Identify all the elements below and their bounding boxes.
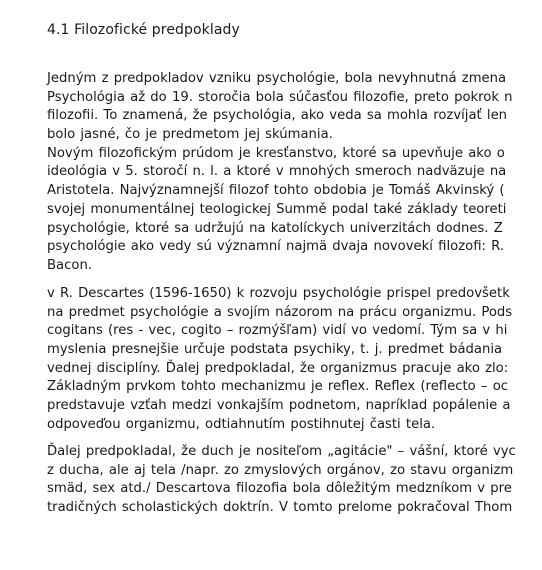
text-line: bolo jasné, čo je predmetom jej skúmania. (47, 127, 333, 143)
text-line: myslenia presnejšie určuje podstata psychiky, t. j. predmet bádania (47, 342, 503, 358)
text-line: ideológia v 5. storočí n. l. a ktoré v mnohých smeroch nadväzuje na (47, 164, 507, 180)
text-line: Psychológia až do 19. storočia bola súčasťou filozofie, preto pokrok n (47, 89, 513, 105)
text-line: z ducha, ale aj tela /napr. zo zmyslových orgánov, zo stavu organizm (47, 462, 514, 478)
text-line: cogitans (res - vec, cogito – rozmýšľam) vidí vo vedomí. Tým sa v hi (47, 323, 508, 339)
text-line: Jedným z predpokladov vzniku psychológie, bola nevyhnutná zmena (47, 71, 507, 86)
text-line: vednej disciplíny. Ďalej predpokladal, že organizmus pracuje ako zlo: (47, 360, 509, 376)
text-line: Základným prvkom tohto mechanizmu je reflex. Reflex (reflecto – oc (47, 379, 509, 395)
text-line: filozofii. To znamená, že psychológia, ako veda sa mohla rozvíjať len (47, 108, 508, 124)
text-line: svojej monumentálnej teologickej Summě podal také základy teoreti (47, 201, 507, 217)
text-line: Bacon. (47, 257, 92, 273)
text-line: na predmet psychológie a svojím názorom na prácu organizmu. Pods (47, 304, 513, 320)
text-line: tradičných scholastických doktrín. V tomto prelome pokračoval Thom (47, 500, 513, 516)
text-line: Ďalej predpokladal, že duch je nositeľom „agitácie" – vášní, ktoré vyc (47, 444, 516, 459)
text-line: psychológie ako vedy sú významní najmä dvaja novovekí filozofi: R. (47, 239, 505, 255)
text-line: Novým filozofickým prúdom je kresťanstvo, ktoré sa upevňuje ako o (47, 145, 505, 161)
text-line: psychológie, ktoré sa udržujú na katolíckych univerzitách dodnes. Z (47, 220, 503, 236)
text-line: smäd, sex atd./ Descartova filozofia bola dôležitým medzníkom v pre (47, 481, 512, 497)
text-line: odpoveďou organizmu, odtiahnutím postihnutej časti tela. (47, 416, 436, 432)
paragraph-2 (47, 285, 542, 435)
paragraph-3 (47, 443, 542, 518)
text-line: Aristotela. Najvýznamnejší filozof tohto obdobia je Tomáš Akvinský ( (47, 183, 505, 199)
text-line: v R. Descartes (1596-1650) k rozvoju psychológie prispel predovšetk (47, 286, 510, 301)
text-line: predstavuje vzťah medzi vonkajším podnetom, napríklad popálenie a (47, 398, 511, 414)
paragraph-1 (47, 70, 542, 276)
section-title: 4.1 Filozofické predpoklady (47, 22, 240, 38)
